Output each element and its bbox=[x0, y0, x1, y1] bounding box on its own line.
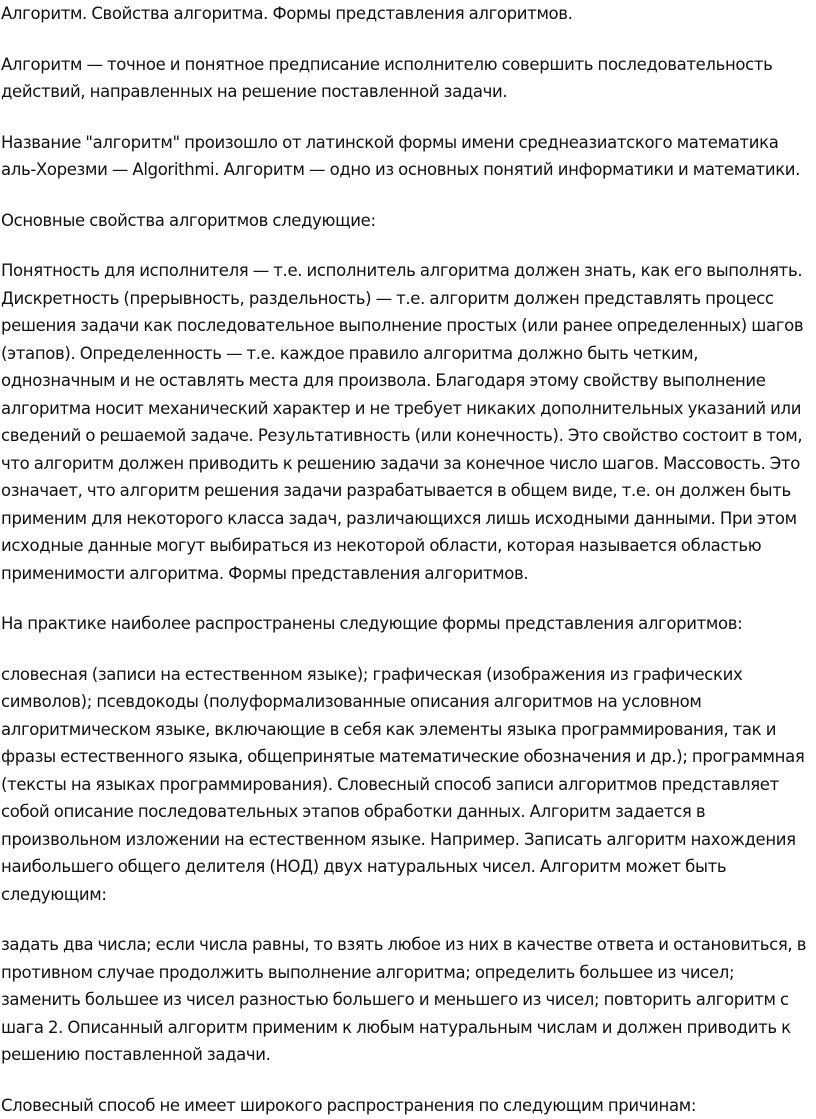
paragraph-properties-intro: Основные свойства алгоритмов следующие: bbox=[1, 207, 816, 235]
paragraph-forms-intro: На практике наиболее распространены следующие формы представления алгоритмов: bbox=[1, 610, 816, 638]
paragraph-gcd-algorithm: задать два числа; если числа равны, то взять любое из них в качестве ответа и остановиться, в противном случае продолжить выполнение алгоритма; определить большее из чисел; заменить большее из чисел разностью большего и меньшего из чисел; повторить алгоритм с шага 2. Описанный алгоритм применим к любым натуральным числам и должен приводить к решению поставленной задачи. bbox=[1, 931, 816, 1069]
document-title: Алгоритм. Свойства алгоритма. Формы представления алгоритмов. bbox=[1, 0, 816, 28]
paragraph-name-origin: Название "алгоритм" произошло от латинской формы имени среднеазиатского математика аль-Хорезми — Algorithmi. Алгоритм — одно из основных понятий информатики и математики. bbox=[1, 129, 816, 184]
paragraph-properties-list: Понятность для исполнителя — т.е. исполнитель алгоритма должен знать, как его выполнять. Дискретность (прерывность, раздельность) — т.е. алгоритм должен представлять процесс решения задачи как последовательное выполнение простых (или ранее определенных) шагов (этапов). Определенность — т.е. каждое правило алгоритма должно быть четким, однозначным и не оставлять места для произвола. Благодаря этому свойству выполнение алгоритма носит механический характер и не требует никаких дополнительных указаний или сведений о решаемой задаче. Результативность (или конечность). Это свойство состоит в том, что алгоритм должен приводить к решению задачи за конечное число шагов. Массовость. Это означает, что алгоритм решения задачи разрабатывается в общем виде, т.е. он должен быть применим для некоторого класса задач, различающихся лишь исходными данными. При этом исходные данные могут выбираться из некоторой области, которая называется областью применимости алгоритма. Формы представления алгоритмов. bbox=[1, 257, 816, 587]
paragraph-definition: Алгоритм — точное и понятное предписание исполнителю совершить последовательность действий, направленных на решение поставленной задачи. bbox=[1, 51, 816, 106]
paragraph-verbal-drawbacks: Словесный способ не имеет широкого распространения по следующим причинам: bbox=[1, 1092, 816, 1119]
paragraph-forms-list: словесная (записи на естественном языке); графическая (изображения из графических символов); псевдокоды (полуформализованные описания алгоритмов на условном алгоритмическом языке, включающие в себя как элементы языка программирования, так и фразы естественного языка, общепринятые математические обозначения и др.); программная (тексты на языках программирования). Словесный способ записи алгоритмов представляет собой описание последовательных этапов обработки данных. Алгоритм задается в произвольном изложении на естественном языке. Например. Записать алгоритм нахождения наибольшего общего делителя (НОД) двух натуральных чисел. Алгоритм может быть следующим: bbox=[1, 661, 816, 909]
